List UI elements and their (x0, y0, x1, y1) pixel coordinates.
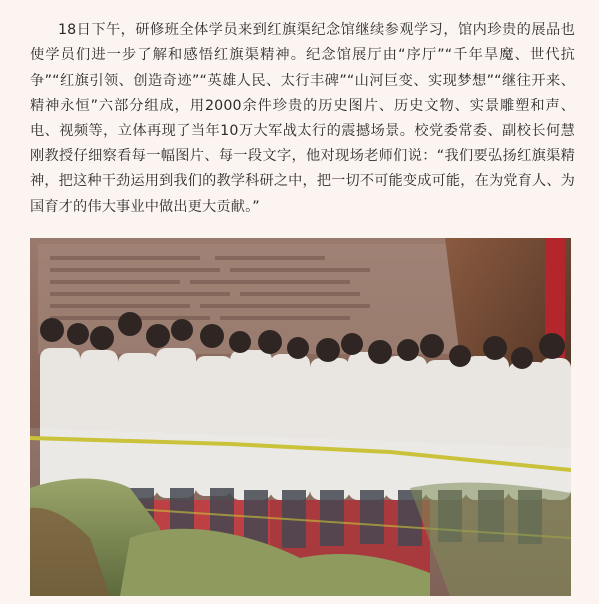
article-paragraph: 18日下午，研修班全体学员来到红旗渠纪念馆继续参观学习，馆内珍贵的展品也使学员们进一步了解和感悟红旗渠精神。纪念馆展厅由“序厅”“千年旱魔、世代抗争”“红旗引领、创造奇迹”“英雄人民、太行丰碑”“山河巨变、实现梦想”“继往开来、精神永恒”六部分组成，用2000余件珍贵的历史图片、历史文物、实景雕塑和声、电、视频等，立体再现了当年10万大军战太行的震撼场景。校党委常委、副校长何慧刚教授仔细察看每一幅图片、每一段文字，他对现场老师们说：“我们要弘扬红旗渠精神，把这种干劲运用到我们的教学科研之中，把一切不可能变成可能，在为党育人、为国育才的伟大事业中做出更大贡献。” (30, 22, 575, 215)
photo-illustration (30, 238, 571, 596)
museum-visit-photo (30, 238, 571, 596)
